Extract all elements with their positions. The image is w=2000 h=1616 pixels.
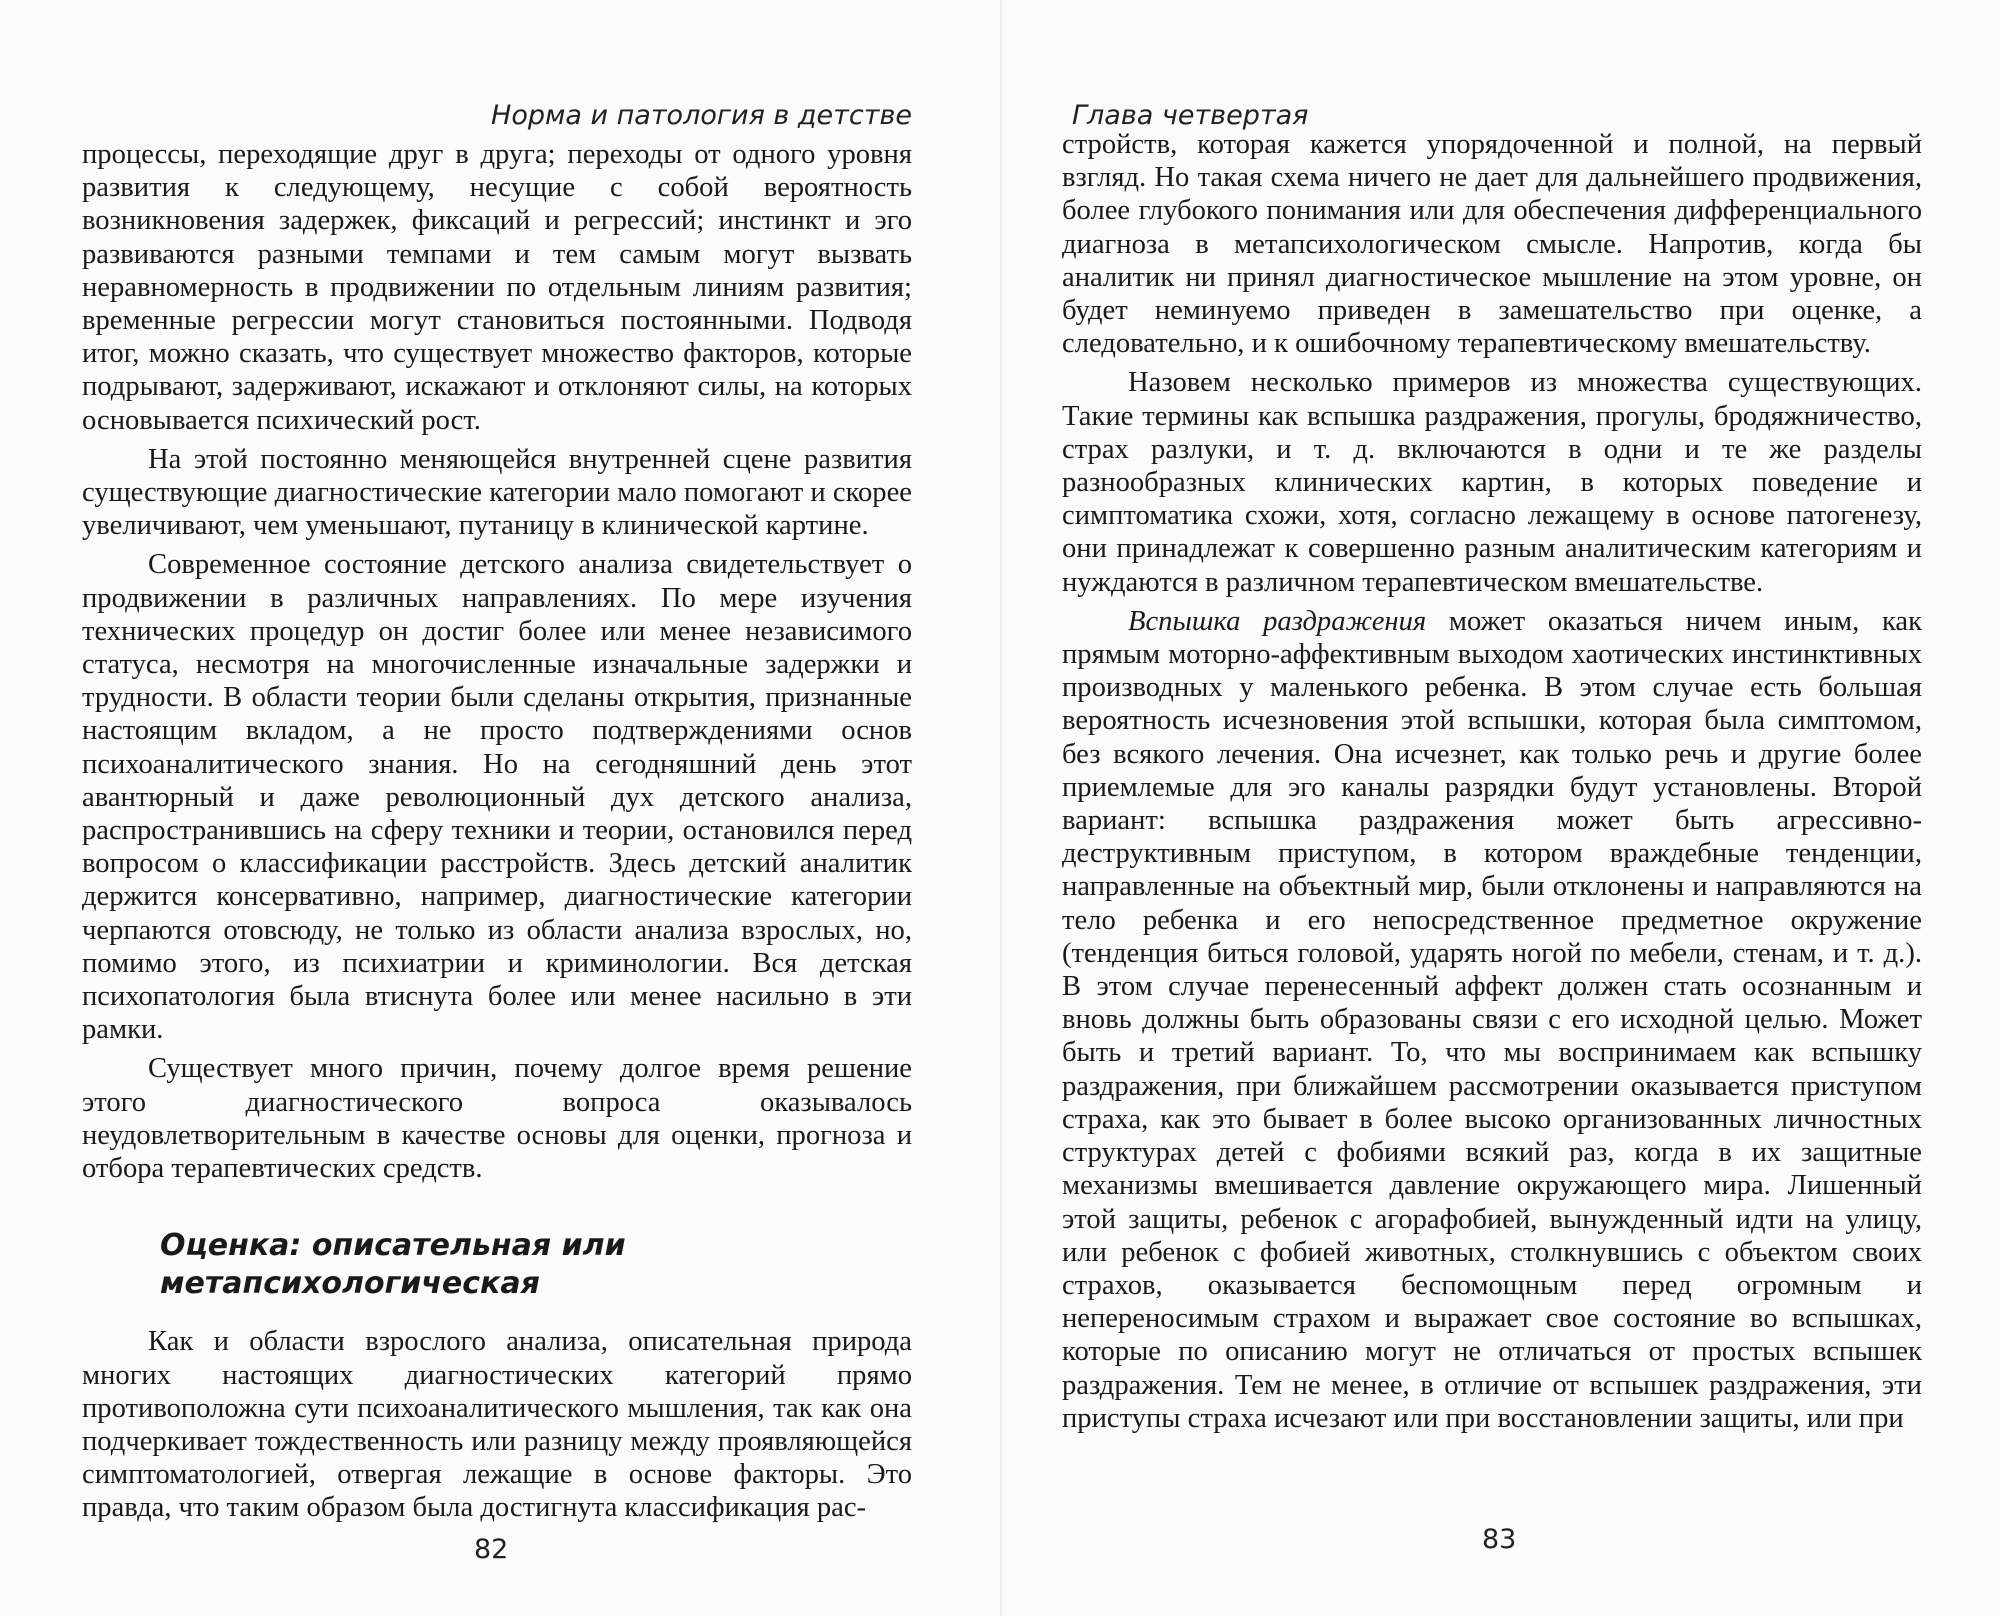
- paragraph: Существует много причин, почему долгое время решение этого диагностического вопроса оказывалось неудовлетворительным в качестве основы для оценки, прогноза и отбора терапевтических средств.: [82, 1053, 912, 1185]
- right-page: [1062, 0, 1922, 1616]
- paragraph: стройств, которая кажется упорядоченной и полной, на первый взгляд. Но такая схема ничего не дает для дальнейшего продвижения, более глубокого понимания или для обеспечения дифференциального диагноза в метапсихологическом смысле. Напротив, когда бы аналитик ни принял диагностическое мышление на этом уровне, он будет неминуемо приведен в замешательство при оценке, а следовательно, и к ошибочному терапевтическому вмешательству.: [1062, 129, 1922, 360]
- section-heading-line: Оценка: описательная или: [160, 1228, 626, 1264]
- paragraph: процессы, переходящие друг в друга; переходы от одного уровня развития к следующему, несущие с собой вероятность возникновения задержек, фиксаций и регрессий; инстинкт и эго развиваются разными темпами и тем самым могут вызвать неравномерность в продвижении по отдельным линиям развития; временные регрессии могут становиться постоянными. Подводя итог, можно сказать, что существует множество факторов, которые подрывают, задерживают, искажают и отклоняют силы, на которых основывается психический рост.: [82, 139, 912, 436]
- paragraph-text: может оказаться ничем иным, как прямым моторно-аффективным выходом хаотических инстинктивных производных у маленького ребенка. В этом случае есть большая вероятность исчезновения этой вспышки, которая была симптомом, без всякого лечения. Она исчезнет, как только речь и другие более приемлемые для эго каналы разрядки будут установлены. Второй вариант: вспышка раздражения может быть агрессивно-деструктивным приступом, в котором враждебные тенденции, направленные на объектный мир, были отклонены и направляются на тело ребенка и его непосредственное предметное окружение (тенденция биться головой, ударять ногой по мебели, стенам, и т. д.). В этом случае перенесенный аффект должен стать осознанным и вновь должны быть образованы связи с его исходной целью. Может быть и третий вариант. То, что мы воспринимаем как вспышку раздражения, при ближайшем рассмотрении оказывается приступом страха, как это бывает в более высоко организованных личностных структурах детей с фобиями всякий раз, когда в их защитные механизмы вмешивается давление окружающего мира. Лишенный этой защиты, ребенок с агорафобией, вынужденный идти на улицу, или ребенок с фобией животных, столкнувшись с объектом своих страхов, оказывается беспомощным перед огромным и непереносимым страхом и выражает свое состояние во вспышках, которые по описанию могут не отличаться от простых вспышек раздражения. Тем не менее, в отличие от вспышек раздражения, эти приступы страха исчезают или при восстановлении защиты, или при: [1062, 605, 1922, 1434]
- gutter: [1000, 0, 1002, 1616]
- paragraph: Современное состояние детского анализа свидетельствует о продвижении в различных направлениях. По мере изучения технических процедур он достиг более или менее независимого статуса, несмотря на многочисленные изначальные задержки и трудности. В области теории были сделаны открытия, признанные настоящим вкладом, а не просто подтверждениями основ психоаналитического знания. Но на сегодняшний день этот авантюрный и даже революционный дух детского анализа, распространившись на сферу техники и теории, остановился перед вопросом о классификации расстройств. Здесь детский аналитик держится консервативно, например, диагностические категории черпаются отовсюду, не только из области анализа взрослых, но, помимо этого, из психиатрии и криминологии. Вся детская психопатология была втиснута более или менее насильно в эти рамки.: [82, 549, 912, 1046]
- paragraph: Как и области взрослого анализа, описательная природа многих настоящих диагностических категорий прямо противоположна сути психоаналитического мышления, так как она подчеркивает тождественность или разницу между проявляющейся симптоматологией, отвергая лежащие в основе факторы. Это правда, что таким образом была достигнута классификация рас-: [82, 1326, 912, 1524]
- left-page: [82, 0, 912, 1616]
- paragraph: Назовем несколько примеров из множества существующих. Такие термины как вспышка раздражения, прогулы, бродяжничество, страх разлуки, и т. д. включаются в одни и те же разделы разнообразных клинических картин, в которых поведение и симптоматика схожи, хотя, согласно лежащему в основе патогенезу, они принадлежат к совершенно разным аналитическим категориям и нуждаются в различном терапевтическом вмешательстве.: [1062, 367, 1922, 598]
- page-number: 83: [1482, 1524, 1517, 1555]
- running-head: Норма и патология в детстве: [491, 100, 912, 131]
- page-body: [1062, 128, 1922, 1435]
- italic-term: Вспышка раздражения: [1128, 605, 1427, 637]
- running-head: Глава четвертая: [1072, 100, 1309, 131]
- section-heading: [160, 1227, 912, 1303]
- page-number: 82: [474, 1534, 509, 1565]
- paragraph: На этой постоянно меняющейся внутренней сцене развития существующие диагностические категории мало помогают и скорее увеличивают, чем уменьшают, путаницу в клинической картине.: [82, 443, 912, 542]
- section-heading-line: метапсихологическая: [160, 1266, 540, 1302]
- page-body: [82, 138, 912, 1525]
- paragraph: [1062, 605, 1922, 1435]
